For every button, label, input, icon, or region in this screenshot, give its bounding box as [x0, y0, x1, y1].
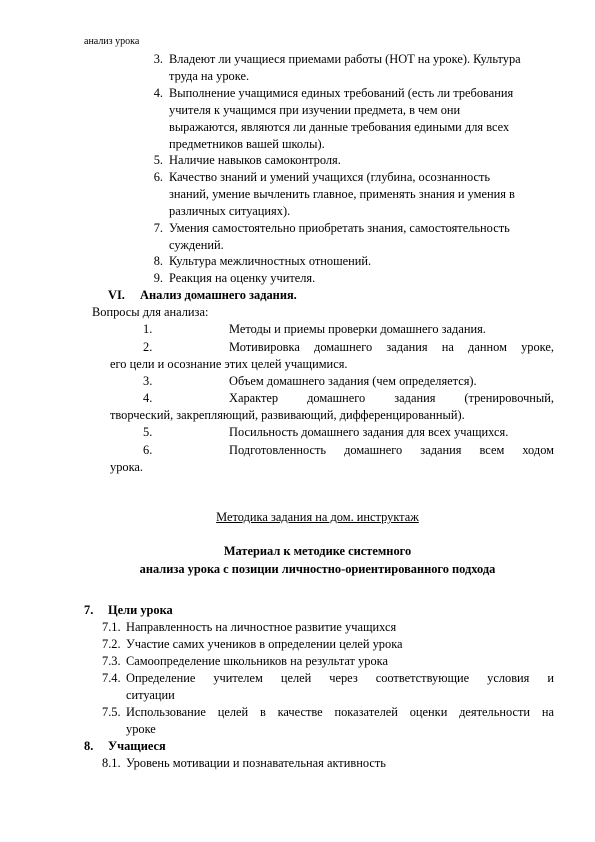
- section-heading: [84, 739, 166, 755]
- list-item-line: Самоопределение школьников на результат урока: [126, 654, 388, 668]
- list-item-number: 7.5.: [102, 705, 121, 719]
- section-title: Цели урока: [108, 603, 173, 617]
- list-item-line: выражаются, являются ли данные требования едиными для всех: [169, 120, 510, 134]
- list-item-line: предметников вашей школы).: [169, 137, 325, 151]
- list-item-line: Умения самостоятельно приобретать знания, самостоятельность: [169, 221, 510, 235]
- section-heading: [108, 288, 297, 304]
- list-item-line: различных ситуациях).: [169, 204, 291, 218]
- list-item-line: Мотивировка домашнего задания на данном уроке,: [229, 340, 554, 354]
- list-item-number: 9.: [153, 271, 163, 285]
- list-item-number: 1.: [143, 322, 153, 336]
- section-title: Анализ домашнего задания.: [140, 288, 297, 302]
- list-item-line: Посильность домашнего задания для всех учащихся.: [229, 425, 509, 439]
- list-item-number: 4.: [153, 86, 163, 100]
- list-item-line: учителя к учащимся при изучении предмета, в чем они: [169, 103, 461, 117]
- list-item-line: Выполнение учащимися единых требований (есть ли требования: [169, 86, 514, 100]
- list-item-line: труда на уроке.: [169, 69, 250, 83]
- list-item-number: 5.: [153, 153, 163, 167]
- list-item-line: суждений.: [169, 238, 224, 252]
- list-item-line: Культура межличностных отношений.: [169, 254, 372, 268]
- list-item-line: уроке: [126, 722, 156, 736]
- list-item-number: 4.: [143, 391, 153, 405]
- material-title-line-2: анализа урока с позиции личностно-ориентированного подхода: [139, 562, 496, 576]
- list-item-number: 3.: [153, 52, 163, 66]
- list-item-number: 7.1.: [102, 620, 121, 634]
- list-item-line: Направленность на личностное развитие учащихся: [126, 620, 397, 634]
- section-title: Учащиеся: [108, 739, 166, 753]
- section-number: 8.: [84, 739, 94, 753]
- list-item-number: 6.: [143, 443, 153, 457]
- list-item-line: Реакция на оценку учителя.: [169, 271, 316, 285]
- list-item-number: 2.: [143, 340, 153, 354]
- material-title-line-1: Материал к методике системного: [223, 544, 412, 558]
- list-item-line: урока.: [110, 460, 144, 474]
- list-item-line: Качество знаний и умений учащихся (глубина, осознанность: [169, 170, 491, 184]
- method-title: Методика задания на дом. инструктаж: [216, 510, 419, 524]
- list-item-line: Характер домашнего задания (тренировочный,: [229, 391, 554, 405]
- list-item-number: 8.: [153, 254, 163, 268]
- list-item-number: 6.: [153, 170, 163, 184]
- list-item-number: 5.: [143, 425, 153, 439]
- list-item-line: Участие самих учеников в определении целей урока: [126, 637, 403, 651]
- list-item-line: Владеют ли учащиеся приемами работы (НОТ на уроке). Культура: [169, 52, 521, 66]
- section-numeral: VI.: [108, 288, 125, 302]
- list-item-line: Методы и приемы проверки домашнего задания.: [229, 322, 486, 336]
- list-item-line: его цели и осознание этих целей учащимися.: [110, 357, 348, 371]
- list-item-line: Уровень мотивации и познавательная активность: [126, 756, 386, 770]
- list-item-number: 7.2.: [102, 637, 121, 651]
- questions-label: Вопросы для анализа:: [92, 305, 209, 319]
- list-item-line: Определение учителем целей через соответствующие условия и: [126, 671, 554, 685]
- list-item-number: 8.1.: [102, 756, 121, 770]
- list-item-line: знаний, умение вычленить главное, применять знания и умения в: [169, 187, 515, 201]
- section-number: 7.: [84, 603, 94, 617]
- list-item-line: Наличие навыков самоконтроля.: [169, 153, 341, 167]
- list-item-number: 7.4.: [102, 671, 121, 685]
- list-item-line: творческий, закрепляющий, развивающий, дифференцированный).: [110, 408, 465, 422]
- list-item-line: ситуации: [126, 688, 175, 702]
- page-header: анализ урока: [84, 36, 140, 47]
- list-item-number: 3.: [143, 374, 153, 388]
- list-item-line: Объем домашнего задания (чем определяется).: [229, 374, 477, 388]
- list-item-number: 7.: [153, 221, 163, 235]
- list-item-line: Использование целей в качестве показателей оценки деятельности на: [126, 705, 554, 719]
- list-item-number: 7.3.: [102, 654, 121, 668]
- section-heading: [84, 603, 173, 619]
- list-item-line: Подготовленность домашнего задания всем ходом: [229, 443, 554, 457]
